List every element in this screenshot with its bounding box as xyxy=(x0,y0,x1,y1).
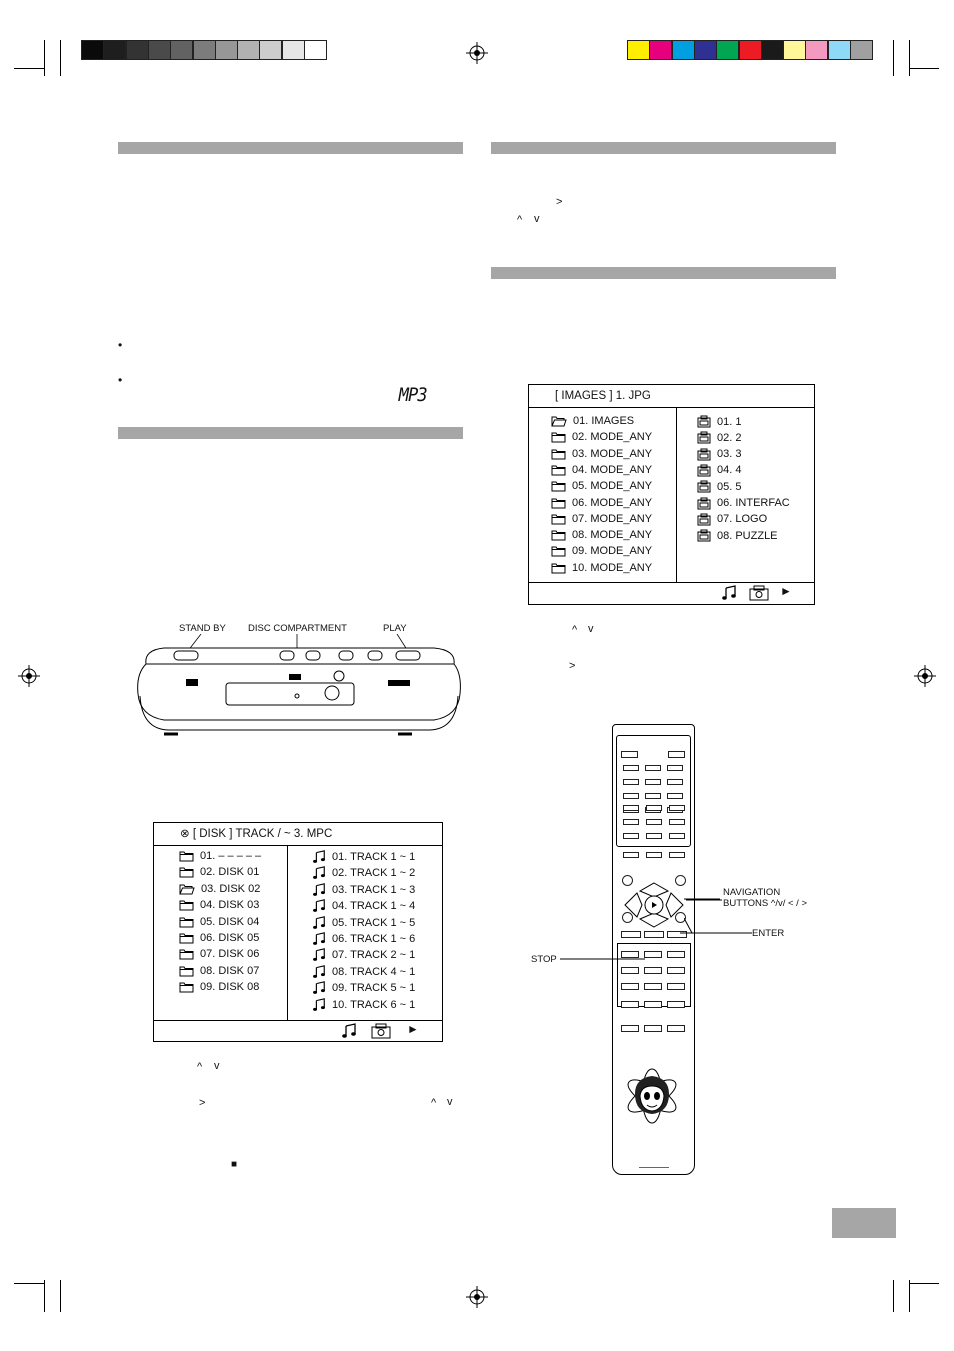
list-item-label: 02. DISK 01 xyxy=(200,866,260,879)
track-list-item[interactable] xyxy=(312,981,415,995)
list-item-label: 06. TRACK 1 ~ 6 xyxy=(332,933,416,945)
crop-mark xyxy=(909,1280,910,1312)
music-note-icon[interactable] xyxy=(341,1023,357,1039)
model-number-line xyxy=(639,1167,669,1168)
folder-icon xyxy=(551,448,572,460)
remote-button[interactable] xyxy=(644,1025,662,1032)
list-item-label: 04. DISK 03 xyxy=(200,899,260,912)
track-list-item[interactable] xyxy=(312,965,415,979)
crop-mark xyxy=(14,1283,44,1284)
track-list-item[interactable] xyxy=(312,883,415,897)
color-swatch xyxy=(716,40,739,60)
music-note-icon xyxy=(312,998,332,1012)
crop-mark xyxy=(893,40,894,76)
play-label: PLAY xyxy=(383,623,407,634)
image-file-item[interactable] xyxy=(697,431,741,444)
color-swatch xyxy=(103,40,126,60)
image-file-item[interactable] xyxy=(697,448,741,461)
crop-mark xyxy=(60,1280,61,1312)
standby-label: STAND BY xyxy=(179,623,226,634)
image-folder-icon[interactable] xyxy=(749,585,769,601)
list-item-label: 07. DISK 06 xyxy=(200,948,260,961)
folder-icon xyxy=(551,513,572,525)
color-swatch xyxy=(783,40,806,60)
folder-list-item[interactable] xyxy=(551,415,634,427)
list-item-label: 03. DISK 02 xyxy=(201,882,261,895)
list-item-label: 03. MODE_ANY xyxy=(572,447,653,460)
registration-target-icon xyxy=(18,665,40,687)
remote-button[interactable] xyxy=(621,1001,639,1008)
remote-button[interactable] xyxy=(621,983,639,990)
track-list-item[interactable] xyxy=(312,932,415,946)
bullet: • xyxy=(118,338,123,352)
list-item-label: 07. TRACK 2 ~ 1 xyxy=(332,949,416,962)
column-divider xyxy=(287,845,288,1020)
image-file-icon xyxy=(697,464,717,477)
music-note-icon xyxy=(312,965,332,979)
color-swatch xyxy=(649,40,672,60)
remote-button[interactable] xyxy=(667,793,683,799)
crop-mark xyxy=(909,40,910,76)
music-note-icon xyxy=(312,866,332,880)
folder-list-item[interactable] xyxy=(551,529,652,541)
folder-icon xyxy=(179,932,200,944)
folder-icon xyxy=(179,850,200,862)
crop-mark xyxy=(909,1283,939,1284)
column-divider xyxy=(676,407,677,582)
list-item-label: 03. 3 xyxy=(717,448,742,461)
track-list-item[interactable] xyxy=(312,850,415,864)
images-browser-header xyxy=(529,385,814,408)
crop-mark xyxy=(14,68,44,69)
remote-button[interactable] xyxy=(623,805,639,811)
play-icon[interactable]: ► xyxy=(780,584,792,598)
footer-divider xyxy=(529,582,814,583)
open-folder-icon xyxy=(179,883,201,895)
mp3-logo: MP3 xyxy=(398,384,427,406)
list-item-label: 10. MODE_ANY xyxy=(572,561,653,574)
folder-list-item[interactable] xyxy=(179,948,259,960)
list-item-label: 04. 4 xyxy=(717,464,742,477)
image-file-icon xyxy=(697,497,717,510)
images-browser-title: [ IMAGES ] 1. JPG xyxy=(555,390,651,402)
list-item-label: 04. MODE_ANY xyxy=(572,463,653,476)
disk-browser-header xyxy=(154,823,442,846)
right-arrow-glyph: > xyxy=(556,196,563,208)
list-item-label: 06. DISK 05 xyxy=(200,932,260,944)
section-header-bar xyxy=(491,142,836,154)
track-list-item[interactable] xyxy=(312,948,415,962)
music-note-icon xyxy=(312,899,332,913)
color-swatch xyxy=(81,40,104,60)
color-swatch xyxy=(761,40,784,60)
image-file-item[interactable] xyxy=(697,513,767,526)
crop-mark xyxy=(44,1280,45,1312)
image-file-icon xyxy=(697,415,717,428)
list-item-label: 01. 1 xyxy=(717,415,742,428)
right-arrow-glyph: > xyxy=(569,660,576,672)
color-swatch xyxy=(694,40,717,60)
remote-button[interactable] xyxy=(667,1025,685,1032)
folder-list-item[interactable] xyxy=(551,562,652,574)
track-list-item[interactable] xyxy=(312,866,415,880)
registration-target-icon xyxy=(466,42,488,64)
folder-list-item[interactable] xyxy=(179,965,259,977)
folder-icon xyxy=(179,899,200,911)
folder-list-item[interactable] xyxy=(179,866,259,878)
stop-glyph: ■ xyxy=(231,1159,238,1170)
folder-icon xyxy=(551,545,572,557)
remote-button[interactable] xyxy=(645,793,661,799)
remote-button[interactable] xyxy=(623,819,639,825)
color-swatch xyxy=(627,40,650,60)
list-item-label: 02. 2 xyxy=(717,431,742,444)
folder-list-item[interactable] xyxy=(551,464,652,476)
list-item-label: 04. TRACK 1 ~ 4 xyxy=(332,900,416,913)
folder-list-item[interactable] xyxy=(551,480,652,492)
color-swatch xyxy=(828,40,851,60)
down-arrow-glyph: v xyxy=(588,623,594,635)
list-item-label: 09. MODE_ANY xyxy=(572,545,653,558)
image-file-item[interactable] xyxy=(697,480,741,493)
remote-button[interactable] xyxy=(646,833,662,839)
list-item-label: 10. TRACK 6 ~ 1 xyxy=(332,998,416,1011)
music-note-icon xyxy=(312,981,332,995)
up-arrow-glyph: ^ xyxy=(431,1097,437,1109)
image-file-icon xyxy=(697,529,717,542)
list-item-label: 01. IMAGES xyxy=(573,415,635,427)
section-header-bar xyxy=(491,267,836,279)
list-item-label: 07. LOGO xyxy=(717,513,768,526)
folder-list-item[interactable] xyxy=(551,545,652,557)
remote-button[interactable] xyxy=(667,765,683,771)
list-item-label: 05. DISK 04 xyxy=(200,915,260,928)
folder-icon xyxy=(551,529,572,541)
folder-list-item[interactable] xyxy=(179,883,260,895)
remote-button[interactable] xyxy=(623,852,639,858)
crop-mark xyxy=(909,68,939,69)
folder-icon xyxy=(179,981,200,993)
image-file-icon xyxy=(697,448,717,461)
list-item-label: 09. DISK 08 xyxy=(200,981,260,994)
play-icon[interactable]: ► xyxy=(407,1022,419,1036)
remote-button[interactable] xyxy=(669,852,685,858)
track-list-item[interactable] xyxy=(312,899,415,913)
section-header-bar xyxy=(118,427,463,439)
remote-button[interactable] xyxy=(621,1025,639,1032)
navigation-label: NAVIGATION xyxy=(723,887,781,898)
list-item-label: 03. TRACK 1 ~ 3 xyxy=(332,883,416,896)
color-swatch xyxy=(193,40,216,60)
disk-browser-screen xyxy=(153,822,443,1042)
dvd-player-illustration xyxy=(134,634,464,742)
remote-button[interactable] xyxy=(667,779,683,785)
music-note-icon[interactable] xyxy=(721,585,737,601)
down-arrow-glyph: v xyxy=(534,213,540,225)
right-arrow-glyph: > xyxy=(199,1097,206,1109)
color-swatch xyxy=(805,40,828,60)
crop-mark xyxy=(893,1280,894,1312)
color-swatch xyxy=(148,40,171,60)
color-swatch xyxy=(259,40,282,60)
folder-icon xyxy=(551,497,572,509)
folder-list-item[interactable] xyxy=(551,513,652,525)
images-browser-screen xyxy=(528,384,815,605)
disk-browser-title: ⊗ [ DISK ] TRACK / ~ 3. MPC xyxy=(180,828,333,840)
color-swatch xyxy=(304,40,327,60)
remote-button[interactable] xyxy=(621,751,638,758)
list-item-label: 08. MODE_ANY xyxy=(572,529,653,542)
folder-list-item[interactable] xyxy=(179,916,259,928)
folder-icon xyxy=(179,866,200,878)
remote-button[interactable] xyxy=(669,805,685,811)
list-item-label: 08. PUZZLE xyxy=(717,529,778,542)
list-item-label: 05. TRACK 1 ~ 5 xyxy=(332,916,416,929)
open-folder-icon xyxy=(551,415,573,427)
remote-button[interactable] xyxy=(669,833,685,839)
disc-compartment-label: DISC COMPARTMENT xyxy=(248,623,347,634)
folder-list-item[interactable] xyxy=(179,932,259,944)
list-item-label: 07. MODE_ANY xyxy=(572,512,653,525)
remote-button[interactable] xyxy=(623,779,639,785)
bullet: • xyxy=(118,373,123,387)
page-number-box xyxy=(832,1208,896,1238)
color-swatch xyxy=(672,40,695,60)
folder-icon xyxy=(551,464,572,476)
color-swatch xyxy=(739,40,762,60)
image-file-item[interactable] xyxy=(697,497,790,510)
folder-icon xyxy=(179,948,200,960)
up-arrow-glyph: ^ xyxy=(572,624,578,636)
color-swatch xyxy=(215,40,238,60)
folder-list-item[interactable] xyxy=(551,448,652,460)
folder-list-item[interactable] xyxy=(179,850,261,862)
image-file-item[interactable] xyxy=(697,464,741,477)
color-swatch xyxy=(126,40,149,60)
image-file-item[interactable] xyxy=(697,415,741,428)
track-list-item[interactable] xyxy=(312,916,415,930)
music-note-icon xyxy=(312,948,332,962)
color-swatch xyxy=(237,40,260,60)
registration-target-icon xyxy=(914,665,936,687)
enter-label: ENTER xyxy=(752,928,785,939)
remote-button[interactable] xyxy=(644,983,662,990)
remote-button[interactable] xyxy=(646,819,662,825)
remote-button[interactable] xyxy=(669,819,685,825)
color-swatch xyxy=(282,40,305,60)
list-item-label: 02. TRACK 1 ~ 2 xyxy=(332,867,416,880)
list-item-label: 02. MODE_ANY xyxy=(572,431,653,444)
list-item-label: 01. TRACK 1 ~ 1 xyxy=(332,851,416,863)
enter-callout-line xyxy=(684,918,752,936)
remote-button[interactable] xyxy=(668,751,685,758)
folder-icon xyxy=(551,431,572,443)
list-item-label: 01. – – – – – xyxy=(200,850,262,862)
folder-icon xyxy=(551,480,572,492)
remote-button[interactable] xyxy=(645,765,661,771)
crop-mark xyxy=(60,40,61,76)
image-file-item[interactable] xyxy=(697,529,778,542)
crop-mark xyxy=(44,40,45,76)
registration-target-icon xyxy=(466,1286,488,1308)
image-folder-icon[interactable] xyxy=(371,1023,391,1039)
folder-icon xyxy=(179,916,200,928)
list-item-label: 06. INTERFAC xyxy=(717,497,790,509)
navigation-buttons-label: BUTTONS ^/v/ < / > xyxy=(723,898,807,909)
image-file-icon xyxy=(697,480,717,493)
up-arrow-glyph: ^ xyxy=(197,1061,203,1073)
color-swatch xyxy=(850,40,873,60)
remote-button[interactable] xyxy=(623,793,639,799)
list-item-label: 08. DISK 07 xyxy=(200,964,260,977)
folder-list-item[interactable] xyxy=(179,899,259,911)
down-arrow-glyph: v xyxy=(214,1060,220,1072)
stop-label: STOP xyxy=(531,954,557,965)
music-note-icon xyxy=(312,932,332,946)
image-file-icon xyxy=(697,431,717,444)
color-swatch xyxy=(170,40,193,60)
list-item-label: 05. 5 xyxy=(717,480,742,493)
folder-icon xyxy=(551,562,572,574)
footer-divider xyxy=(154,1020,442,1021)
list-item-label: 08. TRACK 4 ~ 1 xyxy=(332,965,416,978)
mascot-face-icon xyxy=(619,1060,685,1132)
list-item-label: 05. MODE_ANY xyxy=(572,480,653,493)
list-item-label: 06. MODE_ANY xyxy=(572,496,653,509)
remote-button[interactable] xyxy=(623,833,639,839)
folder-list-item[interactable] xyxy=(179,981,259,993)
remote-button[interactable] xyxy=(646,805,662,811)
image-file-icon xyxy=(697,513,717,526)
folder-list-item[interactable] xyxy=(551,431,652,443)
section-header-bar xyxy=(118,142,463,154)
folder-icon xyxy=(179,965,200,977)
music-note-icon xyxy=(312,916,332,930)
nav-callout-line xyxy=(686,895,722,905)
remote-button[interactable] xyxy=(645,779,661,785)
remote-button[interactable] xyxy=(667,1001,685,1008)
list-item-label: 09. TRACK 5 ~ 1 xyxy=(332,982,416,995)
remote-button[interactable] xyxy=(646,852,662,858)
music-note-icon xyxy=(312,850,332,864)
track-list-item[interactable] xyxy=(312,998,415,1012)
folder-list-item[interactable] xyxy=(551,497,652,509)
remote-button[interactable] xyxy=(644,1001,662,1008)
remote-button[interactable] xyxy=(667,983,685,990)
music-note-icon xyxy=(312,883,332,897)
up-arrow-glyph: ^ xyxy=(517,214,523,226)
remote-button[interactable] xyxy=(623,765,639,771)
down-arrow-glyph: v xyxy=(447,1096,453,1108)
